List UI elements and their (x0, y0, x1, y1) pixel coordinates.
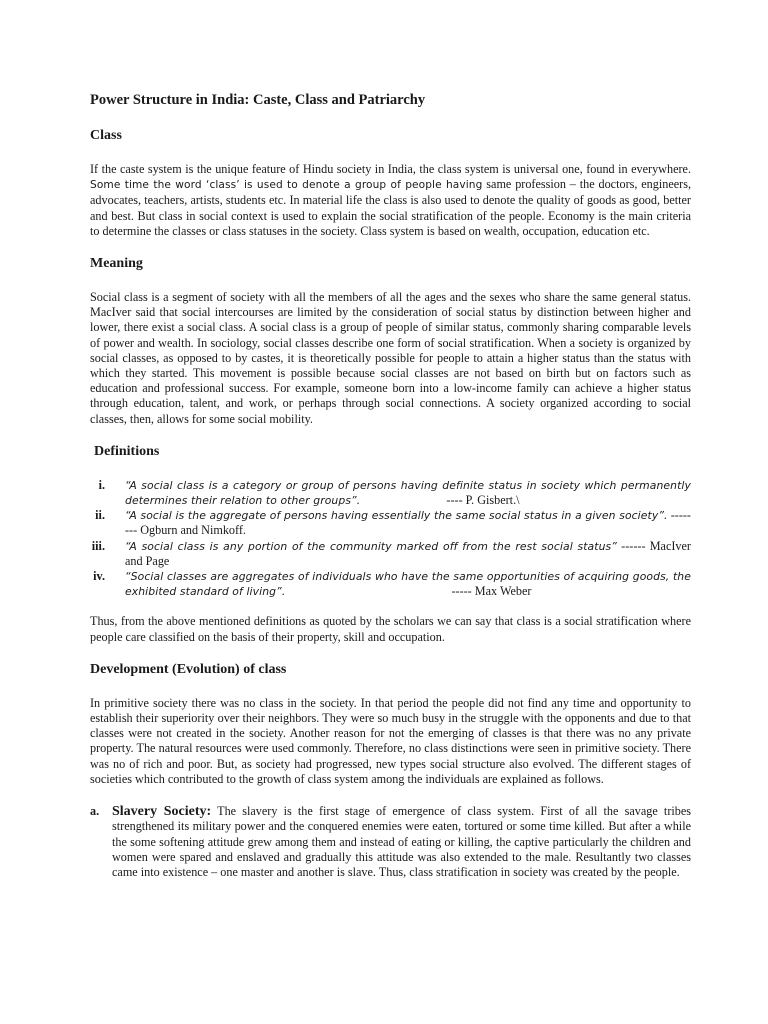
section-heading-meaning: Meaning (90, 256, 143, 272)
definition-author: ------ MacIver and Page (125, 538, 691, 568)
definition-item (90, 569, 691, 599)
definitions-list (90, 478, 691, 600)
section-heading-definitions: Definitions (94, 443, 160, 459)
definition-number: iv. (93, 569, 105, 584)
definition-quote: “A social is the aggregate of persons having essentially the same social status in a given society”. (125, 509, 668, 523)
definition-quote: “A social class is a category or group of persons having definite status in society which permanently determines their relation to other groups”. (125, 478, 691, 508)
stage-title: Slavery Society: (112, 804, 212, 820)
definition-item (90, 508, 691, 538)
meaning-paragraph: Social class is a segment of society with all the members of all the ages and the sexes who share the same general status. MacIver said that social intercourses are limited by the consideration of social status by distinction between higher and lower, there exist a social class. A social class is a group of people of similar status, commonly sharing comparable levels of power and wealth. In sociology, social classes describe one form of social stratification. When a society is organized by social classes, as opposed to by castes, it is theoretically possible for people to attain a higher status than the status with which they started. This movement is possible because social classes are not based on birth but on factors such as education and professional success. For example, someone born into a low-income family can achieve a higher status through education, talent, and work, or perhaps through social connections. A society organized according to social classes, then, allows for some social mobility. (90, 290, 691, 426)
definition-author: ---- P. Gisbert.\ (446, 493, 520, 508)
stage-text: The slavery is the first stage of emergence of class system. First of all the savage tribes strengthened its military power and the conquered enemies were eaten, tortured or some time killed. But after a while the some softening attitude grew among them and instead of eating or killing, the captive particularly the children and women were spared and enslaved and gradually this attitude was also extended to the male. Resultantly two classes came into existence – one master and another is slave. Thus, class stratification in society was created by the people. (112, 804, 692, 879)
class-paragraph-mixed-font: Some time the word ‘class’ is used to denote a group of people having (90, 179, 483, 192)
section-heading-development: Development (Evolution) of class (90, 661, 287, 677)
class-paragraph-start: If the caste system is the unique feature of Hindu society in India, the class system is universal one, found in everywhere. (90, 162, 691, 176)
definition-item (90, 478, 691, 508)
definition-number: i. (98, 477, 105, 492)
definition-author: -------- Ogburn and Nimkoff. (125, 508, 691, 538)
class-paragraph-end: same profession – the doctors, engineers, advocates, teachers, artists, students etc. In material life the class is also used to denote the quality of goods as good, better and best. But class in social context is used to explain the social stratification of the people. Economy is the main criteria to determine the classes or class statuses in the society. Class system is based on wealth, occupation, education etc. (90, 177, 692, 238)
document-title: Power Structure in India: Caste, Class and Patriarchy (90, 92, 426, 108)
definition-number: iii. (91, 538, 105, 553)
definition-quote: “A social class is any portion of the community marked off from the rest social status” (125, 539, 617, 553)
definition-quote: “Social classes are aggregates of individuals who have the same opportunities of acquiring goods, the exhibited standard of living”. (125, 570, 691, 599)
development-paragraph: In primitive society there was no class in the society. In that period the people did not find any time and opportunity to establish their superiority over their neighbors. They were so much busy in the struggle with the opponents and due to that classes were not created in the society. Another reason for not the emerging of classes is that there was no any private property. The natural resources were used commonly. Therefore, no class distinctions were seen in primitive society. There was no of rich and poor. But, as society had progressed, new types social structure also evolved. The different stages of societies which contributed to the growth of class system among the individuals are explained as follows. (90, 695, 691, 786)
definition-author: ----- Max Weber (451, 584, 532, 599)
definition-number: ii. (95, 508, 105, 523)
class-paragraph (90, 162, 691, 239)
stage-item-slavery (90, 804, 691, 880)
definitions-conclusion: Thus, from the above mentioned definitions as quoted by the scholars we can say that class is a social stratification where people care classified on the basis of their property, skill and occupation. (90, 614, 691, 644)
definition-item (90, 539, 691, 569)
stage-letter: a. (90, 804, 100, 819)
section-heading-class: Class (90, 128, 122, 143)
